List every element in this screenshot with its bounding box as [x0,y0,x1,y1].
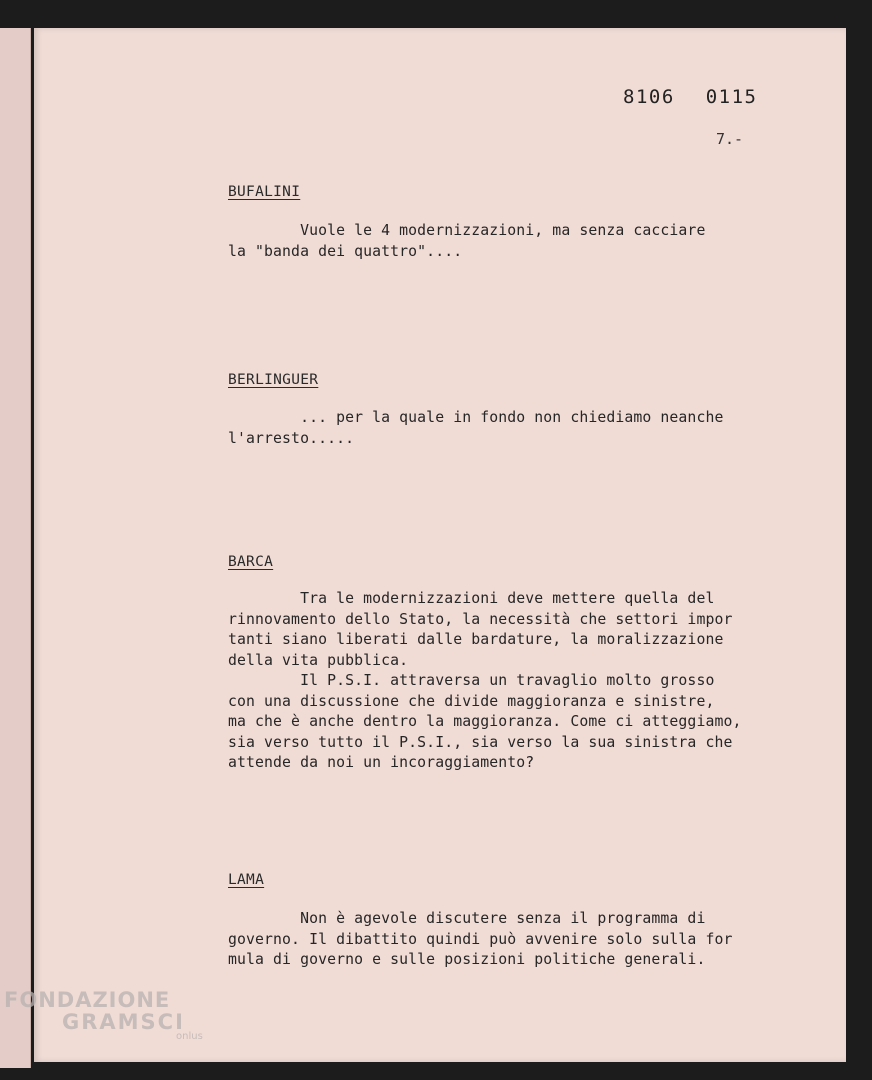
page-number: 7.- [716,130,744,148]
fondazione-gramsci-logo [4,988,203,1042]
speaker-heading: LAMA [228,872,265,888]
logo-line-2: GRAMSCI [62,1010,185,1034]
paragraph: Non è agevole discutere senza il programma di governo. Il dibattito quindi può avvenire solo sulla for mula di governo e sulle posizioni politiche generali. [228,910,733,968]
document-page [34,28,846,1062]
speaker-heading: BERLINGUER [228,372,319,388]
logo-line-1: FONDAZIONE [4,988,171,1012]
document-number: 8106 0115 [623,86,758,108]
paragraph: Vuole le 4 modernizzazioni, ma senza cacciare la "banda dei quattro".... [228,222,706,260]
paragraph: ... per la quale in fondo non chiediamo neanche l'arresto..... [228,409,724,447]
logo-line-3: onlus [176,1031,203,1042]
facing-page-edge [0,28,31,1068]
speaker-heading: BUFALINI [228,184,301,200]
speaker-heading: BARCA [228,554,274,570]
paragraph: Il P.S.I. attraversa un travaglio molto grosso con una discussione che divide maggioranza e sinistre, ma che è anche dentro la maggioranza. Come ci atteggiamo, sia verso tutto il P.S.I., sia verso la sua sinistra che attende da noi un incoraggiamento? [228,672,742,771]
paragraph: Tra le modernizzazioni deve mettere quella del rinnovamento dello Stato, la necessità che settori impor tanti siano liberati dalle bardature, la moralizzazione della vita pubblica. [228,590,733,669]
